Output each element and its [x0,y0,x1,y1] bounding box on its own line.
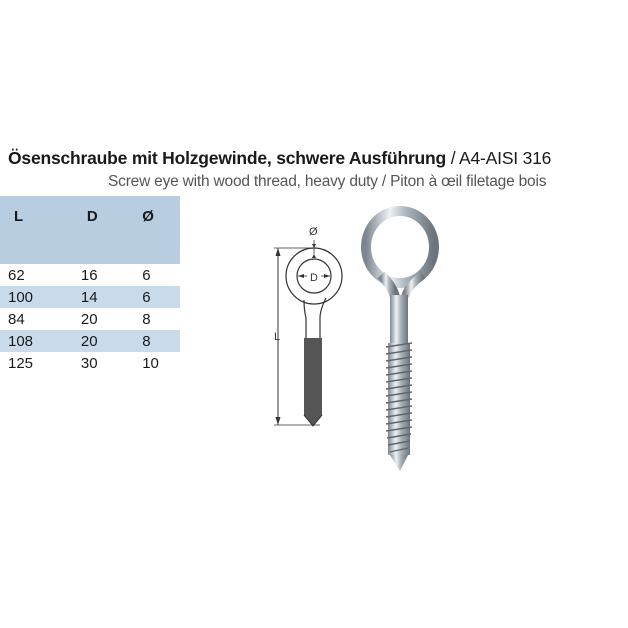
photo-thread [386,343,412,455]
cell-d: 16 [80,266,98,284]
cell-o: 8 [142,330,180,352]
arrow-bottom-icon [276,417,281,425]
cell-o: 10 [142,354,159,372]
photo-eye-ring [366,211,434,283]
cell-l: 84 [8,310,25,328]
label-l: L [274,331,281,343]
cell-l: 100 [0,286,81,308]
cell-l: 108 [0,330,81,352]
table-header-row [0,196,180,264]
cell-o: 8 [142,310,151,328]
dimension-table [0,196,180,374]
photo-shank [390,295,408,343]
photo-tip [390,455,408,471]
table-row [0,286,180,308]
header-d: D [81,196,142,264]
cell-d: 20 [80,310,98,328]
label-o: Ø [309,226,318,238]
cell-d: 14 [81,286,142,308]
header-o: Ø [142,196,180,264]
product-subtitle: Screw eye with wood thread, heavy duty / Piton à œil filetage bois [108,173,547,190]
title-main: Ösenschraube mit Holzgewinde, schwere Ausführung [8,148,447,168]
table-row [0,330,180,352]
header-l: L [0,196,81,264]
label-d: D [310,272,318,284]
product-photo [345,205,455,475]
table-row [0,308,180,330]
arrow-top-icon [276,248,281,256]
cell-l: 62 [8,266,25,284]
cell-d: 30 [80,354,98,372]
cell-l: 125 [8,354,34,372]
table-row [0,264,180,286]
cell-o: 6 [142,266,151,284]
cell-d: 20 [81,330,142,352]
thread-hatch [304,338,322,415]
cell-o: 6 [142,286,180,308]
product-title [8,148,551,169]
table-row [0,352,180,374]
title-grade: / A4-AISI 316 [446,148,552,168]
